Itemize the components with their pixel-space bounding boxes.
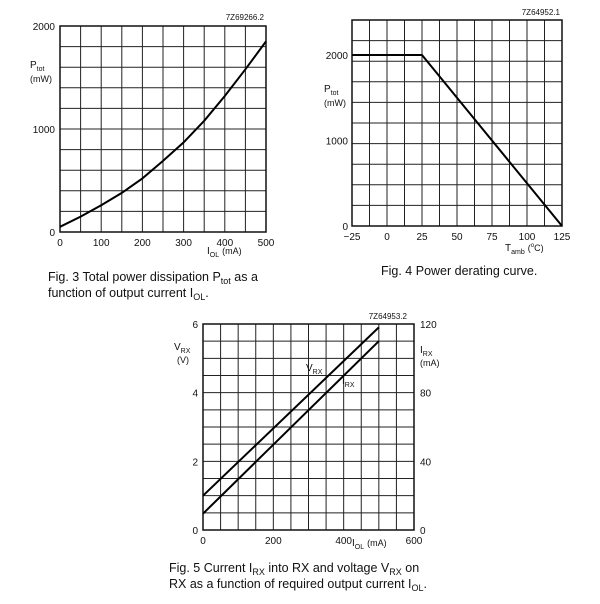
- fig3-grid: [60, 26, 266, 232]
- fig4-caption: Fig. 4 Power derating curve.: [381, 264, 538, 278]
- fig5-x-tick-label: 0: [200, 536, 206, 547]
- fig5-code: 7Z64953.2: [368, 312, 407, 321]
- fig5-y-tick-label: 4: [192, 388, 198, 400]
- fig5-x-tick-label: 200: [264, 536, 282, 547]
- fig5-y2-tick-label: 80: [420, 388, 432, 400]
- fig3-x-tick-label: 300: [175, 238, 192, 249]
- fig4-x-ticks: [344, 232, 571, 243]
- fig3-x-tick-label: 500: [257, 238, 275, 249]
- fig4-x-tick-label: 100: [518, 232, 536, 243]
- fig5-y-tick-label: 6: [192, 320, 198, 331]
- fig5-y-ticks: [192, 320, 198, 537]
- fig3-ylabel: $P_{tot}$: [30, 60, 45, 73]
- fig3-chart: [30, 13, 275, 302]
- fig5-yunit: (V): [177, 355, 189, 365]
- fig4-x-tick-label: 50: [451, 232, 463, 243]
- fig4-x-tick-label: 0: [384, 232, 390, 243]
- fig4-code: 7Z64952.1: [521, 8, 560, 17]
- fig3-x-tick-label: 0: [57, 238, 63, 249]
- fig5-caption-line1: Fig. 5 Current $I_{RX}$ into RX and voltage $V_{RX}$ on: [169, 561, 420, 577]
- fig5-y2-tick-label: 0: [420, 526, 426, 537]
- fig5-x-tick-label: 400: [335, 536, 353, 547]
- fig5-y2unit: (mA): [420, 358, 440, 368]
- fig3-x-tick-label: 400: [216, 238, 234, 249]
- fig4-ylabel: $P_{tot}$: [324, 84, 339, 97]
- fig3-y-tick-label: 0: [49, 228, 55, 239]
- fig5-x-tick-label: 600: [405, 536, 423, 547]
- fig3-y-tick-label: 2000: [32, 22, 55, 33]
- fig4-yunit: (mW): [324, 98, 346, 108]
- fig3-x-tick-label: 100: [92, 238, 110, 249]
- fig5-irx-label: $I_{RX}$: [342, 376, 355, 389]
- fig3-y-ticks: [33, 22, 56, 239]
- fig5-chart: [169, 312, 440, 593]
- fig3-caption-line2: function of output current $I_{OL}$.: [48, 286, 209, 302]
- fig3-xlabel: $I_{OL}$ (mA): [207, 246, 242, 259]
- fig4-grid: [352, 20, 562, 226]
- fig4-x-tick-label: 125: [553, 232, 571, 243]
- fig4-chart: [324, 8, 571, 278]
- fig4-x-tick-label: 75: [486, 232, 498, 243]
- fig4-y-ticks: [326, 51, 349, 233]
- fig4-y-tick-label: 0: [342, 222, 348, 233]
- fig4-y-tick-label: 1000: [325, 136, 348, 148]
- fig4-y-tick-label: 2000: [325, 51, 348, 62]
- fig5-caption-line2: RX as a function of required output current $I_{OL}$.: [169, 577, 427, 593]
- fig5-x-ticks: [200, 536, 423, 547]
- fig3-caption-line1: Fig. 3 Total power dissipation $P_{tot}$ as a: [48, 270, 258, 286]
- fig4-x-tick-label: −25: [343, 232, 361, 243]
- fig5-ylabel: $V_{RX}$: [174, 342, 191, 355]
- fig5-y2-tick-label: 40: [420, 457, 432, 469]
- fig3-code: 7Z69266.2: [225, 13, 264, 22]
- fig3-y-tick-label: 1000: [32, 125, 55, 136]
- fig5-grid: [203, 324, 414, 530]
- fig3-x-ticks: [57, 238, 275, 249]
- fig5-y-tick-label: 0: [192, 526, 198, 537]
- fig5-vrx-label: $V_{RX}$: [306, 363, 323, 376]
- fig5-y-tick-label: 2: [192, 457, 198, 469]
- fig3-x-tick-label: 200: [134, 238, 151, 249]
- fig3-yunit: (mW): [30, 74, 52, 84]
- fig5-y2label: $I_{RX}$: [420, 345, 433, 358]
- fig4-xlabel: $T_{amb}$ ($^o$C): [505, 243, 544, 256]
- fig5-y2-tick-label: 120: [420, 320, 437, 331]
- fig5-xlabel: $I_{OL}$ (mA): [352, 538, 387, 551]
- fig4-x-tick-label: 25: [416, 232, 428, 243]
